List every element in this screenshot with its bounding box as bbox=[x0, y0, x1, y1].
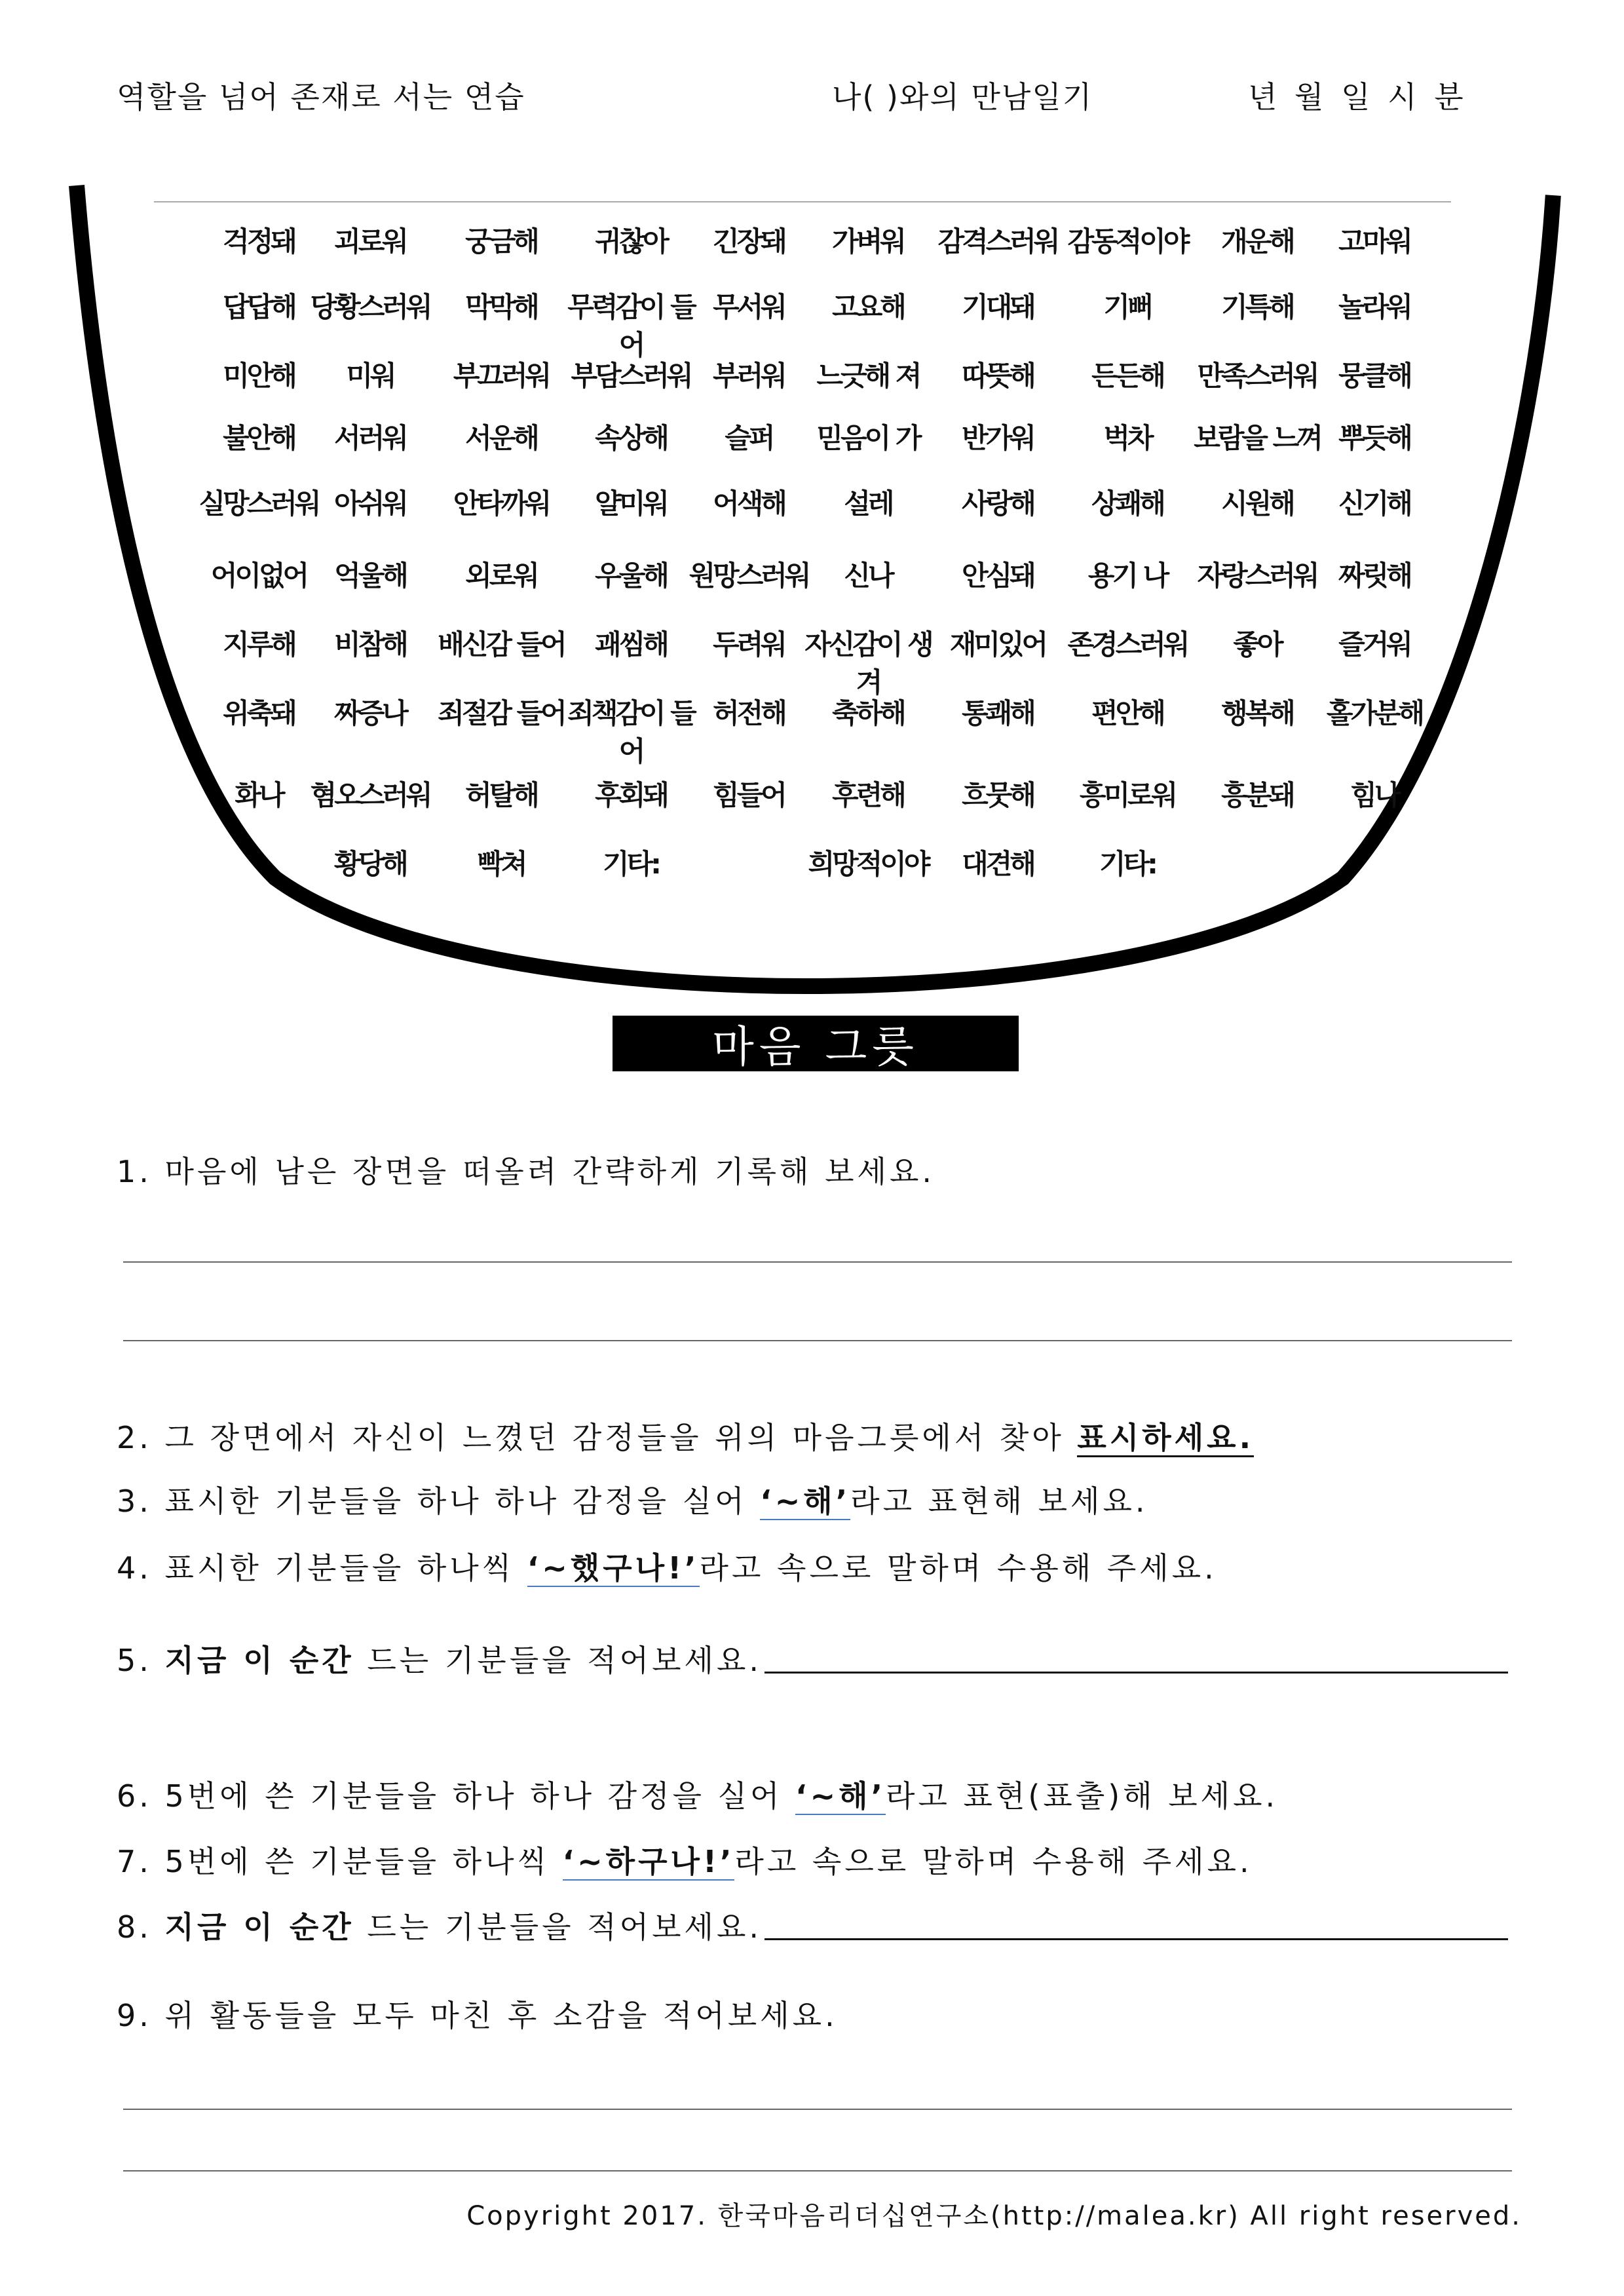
positive-emotion-word[interactable]: 반가워 bbox=[962, 422, 1034, 454]
positive-emotion-word[interactable]: 편안해 bbox=[1091, 697, 1163, 729]
negative-emotion-word[interactable]: 황당해 bbox=[334, 848, 406, 880]
worksheet-title: 역할을 넘어 존재로 서는 연습 bbox=[117, 79, 525, 115]
q6-text: 6. 5번에 쓴 기분들을 하나 하나 감정을 실어 bbox=[117, 1778, 796, 1814]
answer-line-1a[interactable] bbox=[123, 1261, 1512, 1263]
question-3 bbox=[117, 1478, 1148, 1521]
negative-emotion-word[interactable]: 속상해 bbox=[595, 422, 667, 454]
negative-emotion-word[interactable]: 서운해 bbox=[465, 422, 537, 454]
question-4 bbox=[117, 1544, 1217, 1588]
positive-emotion-word[interactable]: 든든해 bbox=[1091, 360, 1163, 392]
question-9: 9. 위 활동들을 모두 마친 후 소감을 적어보세요. bbox=[117, 1998, 838, 2033]
positive-emotion-word[interactable]: 고요해 bbox=[832, 291, 904, 323]
q7-emphasis: ‘~하구나!’ bbox=[562, 1844, 735, 1879]
negative-emotion-word[interactable]: 위축돼 bbox=[223, 697, 295, 729]
negative-emotion-word[interactable]: 어색해 bbox=[713, 488, 785, 520]
negative-emotion-word[interactable]: 당황스러워 bbox=[310, 291, 430, 323]
question-5 bbox=[117, 1637, 1508, 1680]
negative-emotion-word[interactable]: 미안해 bbox=[223, 360, 295, 392]
positive-emotion-word[interactable]: 자랑스러워 bbox=[1197, 560, 1317, 592]
question-8 bbox=[117, 1904, 1508, 1947]
positive-emotion-word[interactable]: 용기 나 bbox=[1087, 560, 1167, 592]
q5-number: 5. bbox=[117, 1643, 165, 1678]
question-2 bbox=[117, 1414, 1254, 1457]
q8-number: 8. bbox=[117, 1909, 165, 1945]
positive-emotion-word[interactable]: 기특해 bbox=[1221, 291, 1293, 323]
positive-emotion-word[interactable]: 즐거워 bbox=[1338, 628, 1410, 660]
negative-emotion-word[interactable]: 기타: bbox=[603, 848, 659, 880]
positive-emotion-word[interactable]: 신기해 bbox=[1338, 488, 1410, 520]
positive-emotion-word[interactable]: 개운해 bbox=[1221, 225, 1293, 258]
question-6 bbox=[117, 1772, 1278, 1816]
question-1: 1. 마음에 남은 장면을 떠올려 간략하게 기록해 보세요. bbox=[117, 1154, 935, 1189]
negative-emotion-word[interactable]: 얄미워 bbox=[595, 488, 667, 520]
q5-text: 드는 기분들을 적어보세요. bbox=[354, 1643, 763, 1678]
positive-emotion-word[interactable]: 통쾌해 bbox=[962, 697, 1034, 729]
negative-emotion-word[interactable]: 답답해 bbox=[223, 291, 295, 323]
positive-emotion-word[interactable]: 신나 bbox=[844, 560, 892, 592]
positive-emotion-word[interactable]: 좋아 bbox=[1233, 628, 1281, 660]
negative-emotion-word[interactable]: 두려워 bbox=[713, 628, 785, 660]
positive-emotion-word[interactable]: 믿음이 가 bbox=[816, 422, 920, 454]
q7-text-end: 라고 속으로 말하며 수용해 주세요. bbox=[734, 1844, 1253, 1879]
answer-line-9b[interactable] bbox=[123, 2170, 1512, 2172]
positive-emotion-word[interactable]: 벅차 bbox=[1103, 422, 1152, 454]
positive-emotion-word[interactable]: 재미있어 bbox=[949, 628, 1046, 660]
positive-emotion-word[interactable]: 느긋해 져 bbox=[816, 360, 920, 392]
positive-emotion-word[interactable]: 시원해 bbox=[1221, 488, 1293, 520]
positive-emotion-word[interactable]: 사랑해 bbox=[962, 488, 1034, 520]
answer-line-5[interactable] bbox=[765, 1672, 1508, 1674]
positive-emotion-word[interactable]: 뭉클해 bbox=[1338, 360, 1410, 392]
negative-emotion-word[interactable]: 부끄러워 bbox=[453, 360, 550, 392]
positive-emotion-word[interactable]: 만족스러워 bbox=[1197, 360, 1317, 392]
negative-emotion-word[interactable]: 아쉬워 bbox=[334, 488, 406, 520]
negative-emotion-word[interactable]: 외로워 bbox=[465, 560, 537, 592]
negative-emotion-word[interactable]: 무서워 bbox=[713, 291, 785, 323]
positive-emotion-word[interactable]: 흐뭇해 bbox=[962, 779, 1034, 811]
positive-emotion-word[interactable]: 설레 bbox=[844, 488, 892, 520]
negative-emotion-word[interactable]: 죄책감이 들어 bbox=[567, 697, 694, 767]
negative-emotion-word[interactable]: 비참해 bbox=[334, 628, 406, 660]
q2-text: 2. 그 장면에서 자신이 느꼈던 감정들을 위의 마음그릇에서 찾아 bbox=[117, 1420, 1078, 1455]
negative-emotion-word[interactable]: 원망스러워 bbox=[689, 560, 809, 592]
negative-emotion-word[interactable]: 서러워 bbox=[334, 422, 406, 454]
positive-emotion-word[interactable]: 대견해 bbox=[962, 848, 1034, 880]
negative-emotion-word[interactable]: 우울해 bbox=[595, 560, 667, 592]
negative-emotion-word[interactable]: 후회돼 bbox=[595, 779, 667, 811]
positive-emotion-word[interactable]: 고마워 bbox=[1338, 225, 1410, 258]
positive-emotion-word[interactable]: 기대돼 bbox=[962, 291, 1034, 323]
q3-text-end: 라고 표현해 보세요. bbox=[850, 1483, 1148, 1519]
positive-emotion-word[interactable]: 힘나 bbox=[1350, 779, 1399, 811]
q5-emphasis: 지금 이 순간 bbox=[164, 1643, 354, 1678]
copyright-notice: Copyright 2017. 한국마음리더십연구소(http://malea.kr) All right reserved. bbox=[466, 2201, 1522, 2231]
positive-emotion-word[interactable]: 축하해 bbox=[832, 697, 904, 729]
positive-emotion-word[interactable]: 안심돼 bbox=[962, 560, 1034, 592]
date-time-label: 년 월 일 시 분 bbox=[1248, 79, 1465, 115]
positive-emotion-word[interactable]: 기뻐 bbox=[1103, 291, 1152, 323]
negative-emotion-word[interactable]: 죄절감 들어 bbox=[438, 697, 565, 729]
positive-emotion-word[interactable]: 감격스러워 bbox=[937, 225, 1058, 258]
negative-emotion-word[interactable]: 긴장돼 bbox=[713, 225, 785, 258]
positive-emotion-word[interactable]: 자신감이 생겨 bbox=[804, 628, 932, 698]
q4-emphasis: ‘~했구나!’ bbox=[527, 1550, 700, 1586]
negative-emotion-word[interactable]: 빡쳐 bbox=[477, 848, 525, 880]
positive-emotion-word[interactable]: 놀라워 bbox=[1338, 291, 1410, 323]
negative-emotion-word[interactable]: 실망스러워 bbox=[198, 488, 319, 520]
positive-emotion-word[interactable]: 후련해 bbox=[832, 779, 904, 811]
positive-emotion-word[interactable]: 흥분돼 bbox=[1221, 779, 1293, 811]
negative-emotion-word[interactable]: 힘들어 bbox=[713, 779, 785, 811]
answer-line-8[interactable] bbox=[765, 1938, 1508, 1940]
negative-emotion-word[interactable]: 불안해 bbox=[223, 422, 295, 454]
negative-emotion-word[interactable]: 억울해 bbox=[334, 560, 406, 592]
positive-emotion-word[interactable]: 희망적이야 bbox=[808, 848, 928, 880]
negative-emotion-word[interactable]: 막막해 bbox=[465, 291, 537, 323]
negative-emotion-word[interactable]: 무력감이 들어 bbox=[567, 291, 694, 361]
positive-emotion-word[interactable]: 행복해 bbox=[1221, 697, 1293, 729]
negative-emotion-word[interactable]: 짜증나 bbox=[334, 697, 406, 729]
positive-emotion-word[interactable]: 가벼워 bbox=[832, 225, 904, 258]
positive-emotion-word[interactable]: 따뜻해 bbox=[962, 360, 1034, 392]
negative-emotion-word[interactable]: 지루해 bbox=[223, 628, 295, 660]
negative-emotion-word[interactable]: 어이없어 bbox=[210, 560, 307, 592]
negative-emotion-word[interactable]: 괴로워 bbox=[334, 225, 406, 258]
positive-emotion-word[interactable]: 흥미로워 bbox=[1079, 779, 1176, 811]
q3-emphasis: ‘~해’ bbox=[760, 1483, 851, 1519]
positive-emotion-word[interactable]: 감동적이야 bbox=[1067, 225, 1188, 258]
positive-emotion-word[interactable]: 홀가분해 bbox=[1326, 697, 1423, 729]
negative-emotion-word[interactable]: 부러워 bbox=[713, 360, 785, 392]
negative-emotion-word[interactable]: 걱정돼 bbox=[223, 225, 295, 258]
answer-line-9a[interactable] bbox=[123, 2109, 1512, 2110]
positive-emotion-word[interactable]: 짜릿해 bbox=[1338, 560, 1410, 592]
positive-emotion-word[interactable]: 존경스러워 bbox=[1067, 628, 1188, 660]
negative-emotion-word[interactable]: 괘씸해 bbox=[595, 628, 667, 660]
positive-emotion-word[interactable]: 기타: bbox=[1099, 848, 1156, 880]
meeting-diary-label: 나( )와의 만남일기 bbox=[832, 79, 1093, 115]
q6-emphasis: ‘~해’ bbox=[795, 1778, 886, 1814]
answer-line-1b[interactable] bbox=[123, 1340, 1512, 1341]
negative-emotion-word[interactable]: 슬퍼 bbox=[725, 422, 773, 454]
negative-emotion-word[interactable]: 부담스러워 bbox=[571, 360, 691, 392]
negative-emotion-word[interactable]: 미워 bbox=[346, 360, 394, 392]
negative-emotion-word[interactable]: 배신감 들어 bbox=[438, 628, 565, 660]
negative-emotion-word[interactable]: 귀찮아 bbox=[595, 225, 667, 258]
q4-text-end: 라고 속으로 말하며 수용해 주세요. bbox=[699, 1550, 1217, 1586]
q2-emphasis: 표시하세요. bbox=[1077, 1420, 1254, 1457]
q8-text: 드는 기분들을 적어보세요. bbox=[354, 1909, 763, 1945]
negative-emotion-word[interactable]: 혐오스러워 bbox=[310, 779, 430, 811]
question-7 bbox=[117, 1838, 1253, 1881]
negative-emotion-word[interactable]: 화나 bbox=[235, 779, 283, 811]
positive-emotion-word[interactable]: 보람을 느껴 bbox=[1194, 422, 1321, 454]
q6-text-end: 라고 표현(표출)해 보세요. bbox=[886, 1778, 1279, 1814]
negative-emotion-word[interactable]: 안타까워 bbox=[453, 488, 550, 520]
bowl-label: 마음 그릇 bbox=[613, 1016, 1019, 1071]
positive-emotion-word[interactable]: 상쾌해 bbox=[1091, 488, 1163, 520]
negative-emotion-word[interactable]: 허탈해 bbox=[465, 779, 537, 811]
q3-text: 3. 표시한 기분들을 하나 하나 감정을 실어 bbox=[117, 1483, 761, 1519]
negative-emotion-word[interactable]: 궁금해 bbox=[465, 225, 537, 258]
negative-emotion-word[interactable]: 허전해 bbox=[713, 697, 785, 729]
q4-text: 4. 표시한 기분들을 하나씩 bbox=[117, 1550, 527, 1586]
positive-emotion-word[interactable]: 뿌듯해 bbox=[1338, 422, 1410, 454]
q8-emphasis: 지금 이 순간 bbox=[164, 1909, 354, 1945]
q7-text: 7. 5번에 쓴 기분들을 하나씩 bbox=[117, 1844, 563, 1879]
